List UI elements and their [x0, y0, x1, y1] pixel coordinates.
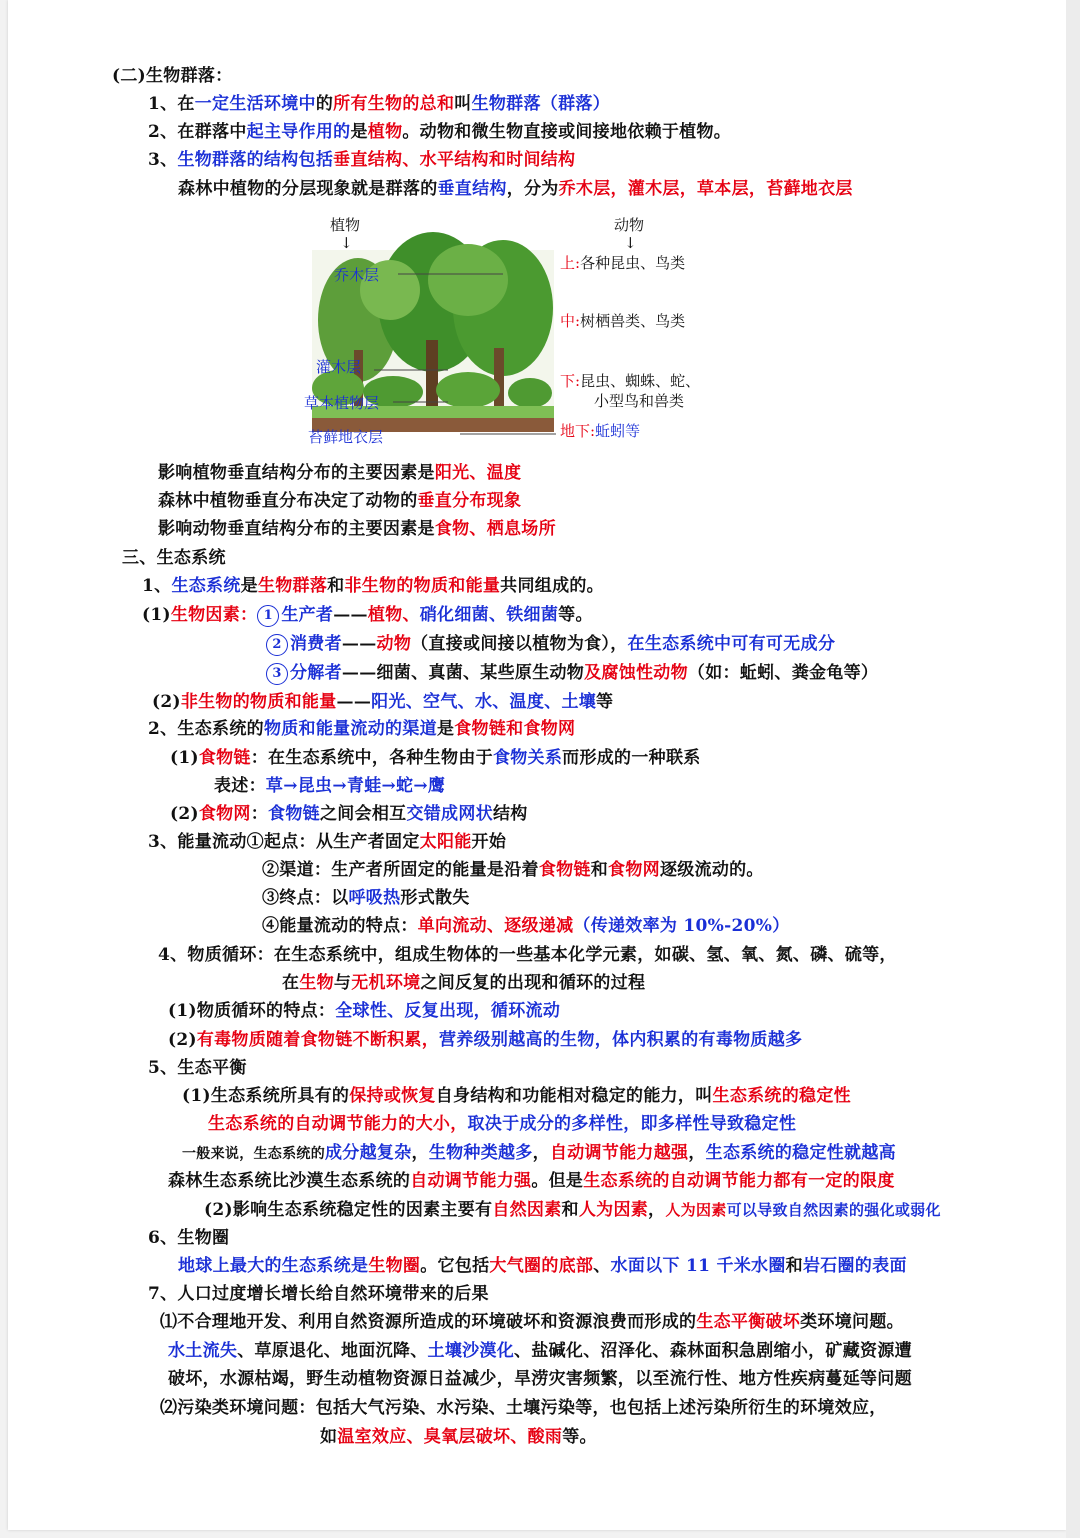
line-biosphere-definition: 地球上最大的生态系统是生物圈。它包括大气圈的底部、水面以下 11 千米水圈和岩石圈的表面 [178, 1256, 907, 1276]
line-food-chain-example: 表述：草→昆虫→青蛙→蛇→鹰 [214, 776, 446, 796]
section-ecological-balance: 5、生态平衡 [148, 1058, 247, 1078]
line-forest-vs-desert: 森林生态系统比沙漠生态系统的自动调节能力强。但是生态系统的自动调节能力都有一定的限度 [168, 1171, 895, 1191]
shrub-3 [436, 372, 500, 408]
line-environmental-problems: 水土流失、草原退化、地面沉降、土壤沙漠化、盐碱化、沼泽化、森林面积急剧缩小，矿藏资源遭 [168, 1341, 912, 1361]
animal-ground: 地下:蚯蚓等 [560, 422, 641, 440]
section-biosphere: 6、生物圈 [148, 1228, 230, 1248]
circled-number-3: 3 [266, 663, 288, 685]
line-community-dominant: 2、在群落中起主导作用的是植物。动物和微生物直接或间接地依赖于植物。 [148, 122, 732, 142]
line-forest-layers: 森林中植物的分层现象就是群落的垂直结构，分为乔木层，灌木层，草本层，苔藓地衣层 [178, 179, 853, 199]
line-stability-definition: (1)生态系统所具有的保持或恢复自身结构和功能相对稳定的能力，叫生态系统的稳定性 [182, 1086, 851, 1106]
line-stability-factors: (2)影响生态系统稳定性的因素主要有自然因素和人为因素，人为因素可以导致自然因素的强化或弱化 [204, 1200, 941, 1220]
section-population-growth: 7、人口过度增长增长给自然环境带来的后果 [148, 1284, 489, 1304]
figure-plant-title: 植物 [330, 216, 361, 234]
line-energy-channels: 2、生态系统的物质和能量流动的渠道是食物链和食物网 [148, 719, 576, 739]
line-pollution-problems: ⑵污染类环境问题：包括大气污染、水污染、土壤污染等，也包括上述污染所衍生的环境效应， [160, 1398, 887, 1418]
label-shrub-layer: 灌木层 [316, 358, 362, 376]
circled-number-2: 2 [266, 634, 288, 656]
circled-number-1: 1 [257, 605, 279, 627]
animal-arrow-icon: ↓ [624, 234, 637, 252]
line-energy-channel: ②渠道：生产者所固定的能量是沿着食物链和食物网逐级流动的。 [262, 860, 764, 880]
canopy-highlight [428, 244, 508, 316]
line-matter-cycle-2: 在生物与无机环境之间反复的出现和循环的过程 [282, 973, 646, 993]
forest-layer-figure [298, 210, 748, 450]
line-toxic-accumulation: (2)有毒物质随着食物链不断积累，营养级别越高的生物，体内积累的有毒物质越多 [168, 1030, 803, 1050]
animal-upper: 上:各种昆虫、鸟类 [560, 254, 686, 272]
line-abiotic-factors: (2)非生物的物质和能量——阳光、空气、水、温度、土壤等 [152, 692, 614, 712]
page-edge [1066, 0, 1080, 1538]
section-heading-community: (二)生物群落： [112, 66, 233, 86]
line-biotic-consumers: 2 消费者——动物（直接或间接以植物为食），在生态系统中可有可无成分 [266, 632, 835, 656]
line-animal-distribution: 森林中植物垂直分布决定了动物的垂直分布现象 [158, 491, 522, 511]
line-matter-cycle: 4、物质循环：在生态系统中，组成生物体的一些基本化学元素，如碳、氢、氧、氮、磷、硫等， [158, 945, 897, 965]
animal-lower: 下:昆虫、蜘蛛、蛇、 [560, 372, 701, 390]
line-pollution-examples: 如温室效应、臭氧层破坏、酸雨等。 [320, 1427, 597, 1447]
label-herb-layer: 草本植物层 [304, 394, 380, 412]
line-community-definition: 1、在一定生活环境中的所有生物的总和叫生物群落（群落） [148, 94, 610, 114]
figure-animal-title: 动物 [614, 216, 645, 234]
line-biotic-producers: (1)生物因素： 1 生产者——植物、硝化细菌、铁细菌等。 [142, 605, 593, 625]
line-animal-factors: 影响动物垂直结构分布的主要因素是食物、栖息场所 [158, 519, 556, 539]
line-food-chain: (1)食物链：在生态系统中，各种生物由于食物关系而形成的一种联系 [170, 748, 701, 768]
line-ecosystem-definition: 1、生态系统是生物群落和非生物的物质和能量共同组成的。 [142, 576, 604, 596]
plant-arrow-icon: ↓ [340, 234, 353, 252]
line-food-web: (2)食物网：食物链之间会相互交错成网状结构 [170, 804, 528, 824]
line-matter-cycle-features: (1)物质循环的特点：全球性、反复出现，循环流动 [168, 1001, 561, 1021]
animal-lower-2: 小型鸟和兽类 [594, 392, 685, 410]
forest-illustration [298, 210, 748, 450]
line-complexity-stability: 一般来说，生态系统的成分越复杂，生物种类越多，自动调节能力越强，生态系统的稳定性就越高 [182, 1143, 896, 1163]
line-biotic-decomposers: 3 分解者——细菌、真菌、某些原生动物及腐蚀性动物（如：蚯蚓、粪金龟等） [266, 661, 878, 685]
line-energy-end: ③终点：以呼吸热形式散失 [262, 888, 470, 908]
shrub-4 [508, 378, 552, 408]
line-plant-factors: 影响植物垂直结构分布的主要因素是阳光、温度 [158, 463, 522, 483]
label-tree-layer: 乔木层 [334, 266, 380, 284]
label-moss-layer: 苔藓地衣层 [308, 428, 384, 446]
line-environmental-problems-2: 破坏，水源枯竭，野生动植物资源日益减少，旱涝灾害频繁，以至流行性、地方性疾病蔓延等问题 [168, 1369, 912, 1389]
line-energy-start: 3、能量流动①起点：从生产者固定太阳能开始 [148, 832, 507, 852]
line-regulation-capacity: 生态系统的自动调节能力的大小，取决于成分的多样性，即多样性导致稳定性 [208, 1114, 797, 1134]
section-heading-ecosystem: 三、生态系统 [122, 548, 226, 568]
document-page [8, 0, 1066, 1530]
line-community-structure: 3、生物群落的结构包括垂直结构、水平结构和时间结构 [148, 150, 576, 170]
line-energy-features: ④能量流动的特点：单向流动、逐级递减（传递效率为 10%-20%） [262, 916, 790, 936]
line-resource-damage: ⑴不合理地开发、利用自然资源所造成的环境破坏和资源浪费而形成的生态平衡破坏类环境问题。 [160, 1312, 904, 1332]
animal-middle: 中:树栖兽类、鸟类 [560, 312, 686, 330]
